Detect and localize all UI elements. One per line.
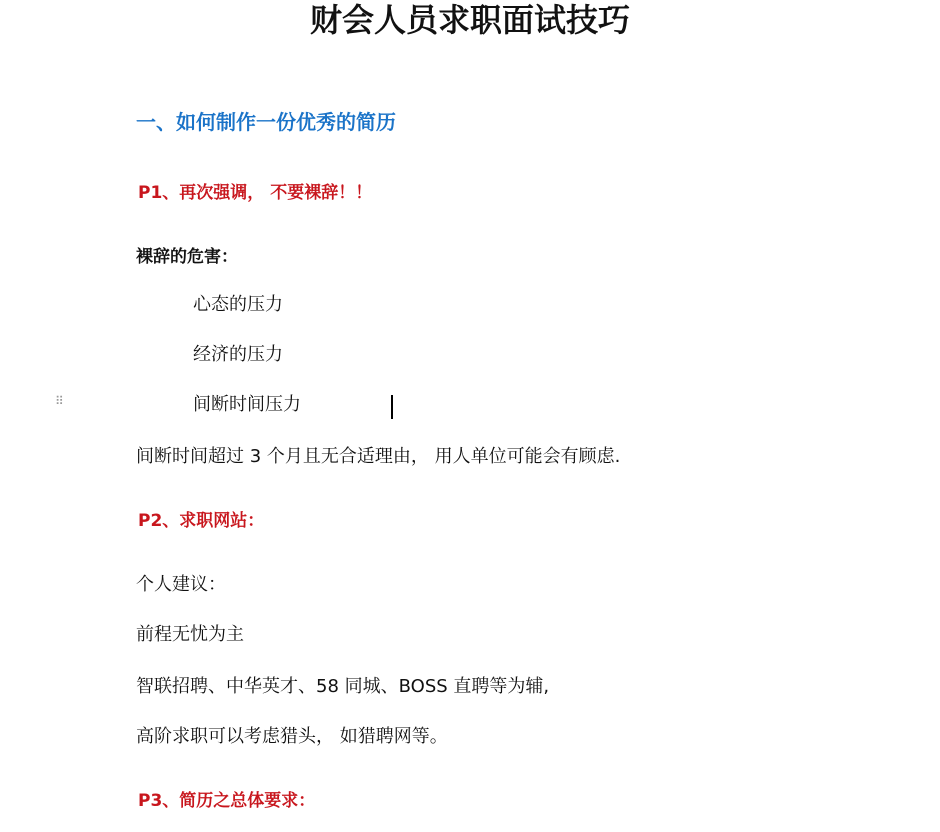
section-heading-resume: 一、如何制作一份优秀的简历 (136, 110, 396, 134)
harm-item-financial: 经济的压力 (193, 344, 283, 365)
p3-heading: P3、简历之总体要求： (138, 791, 316, 811)
advice-label: 个人建议： (136, 574, 226, 595)
advice-main: 前程无忧为主 (136, 624, 244, 645)
advice-secondary: 智联招聘、中华英才、58 同城、BOSS 直聘等为辅, (136, 676, 550, 697)
document-title: 财会人员求职面试技巧 (309, 1, 630, 39)
harm-label: 裸辞的危害： (136, 247, 238, 267)
p1-heading: P1、再次强调， 不要裸辞！！ (138, 183, 373, 203)
p2-heading: P2、求职网站： (138, 511, 265, 531)
text-caret (391, 395, 393, 419)
harm-item-mental: 心态的压力 (193, 294, 283, 315)
drag-handle-icon[interactable]: ⠿ (55, 394, 65, 408)
harm-item-gap[interactable]: 间断时间压力 (193, 394, 301, 415)
gap-note: 间断时间超过 3 个月且无合适理由， 用人单位可能会有顾虑. (136, 446, 621, 467)
advice-senior: 高阶求职可以考虑猎头， 如猎聘网等。 (136, 726, 448, 747)
